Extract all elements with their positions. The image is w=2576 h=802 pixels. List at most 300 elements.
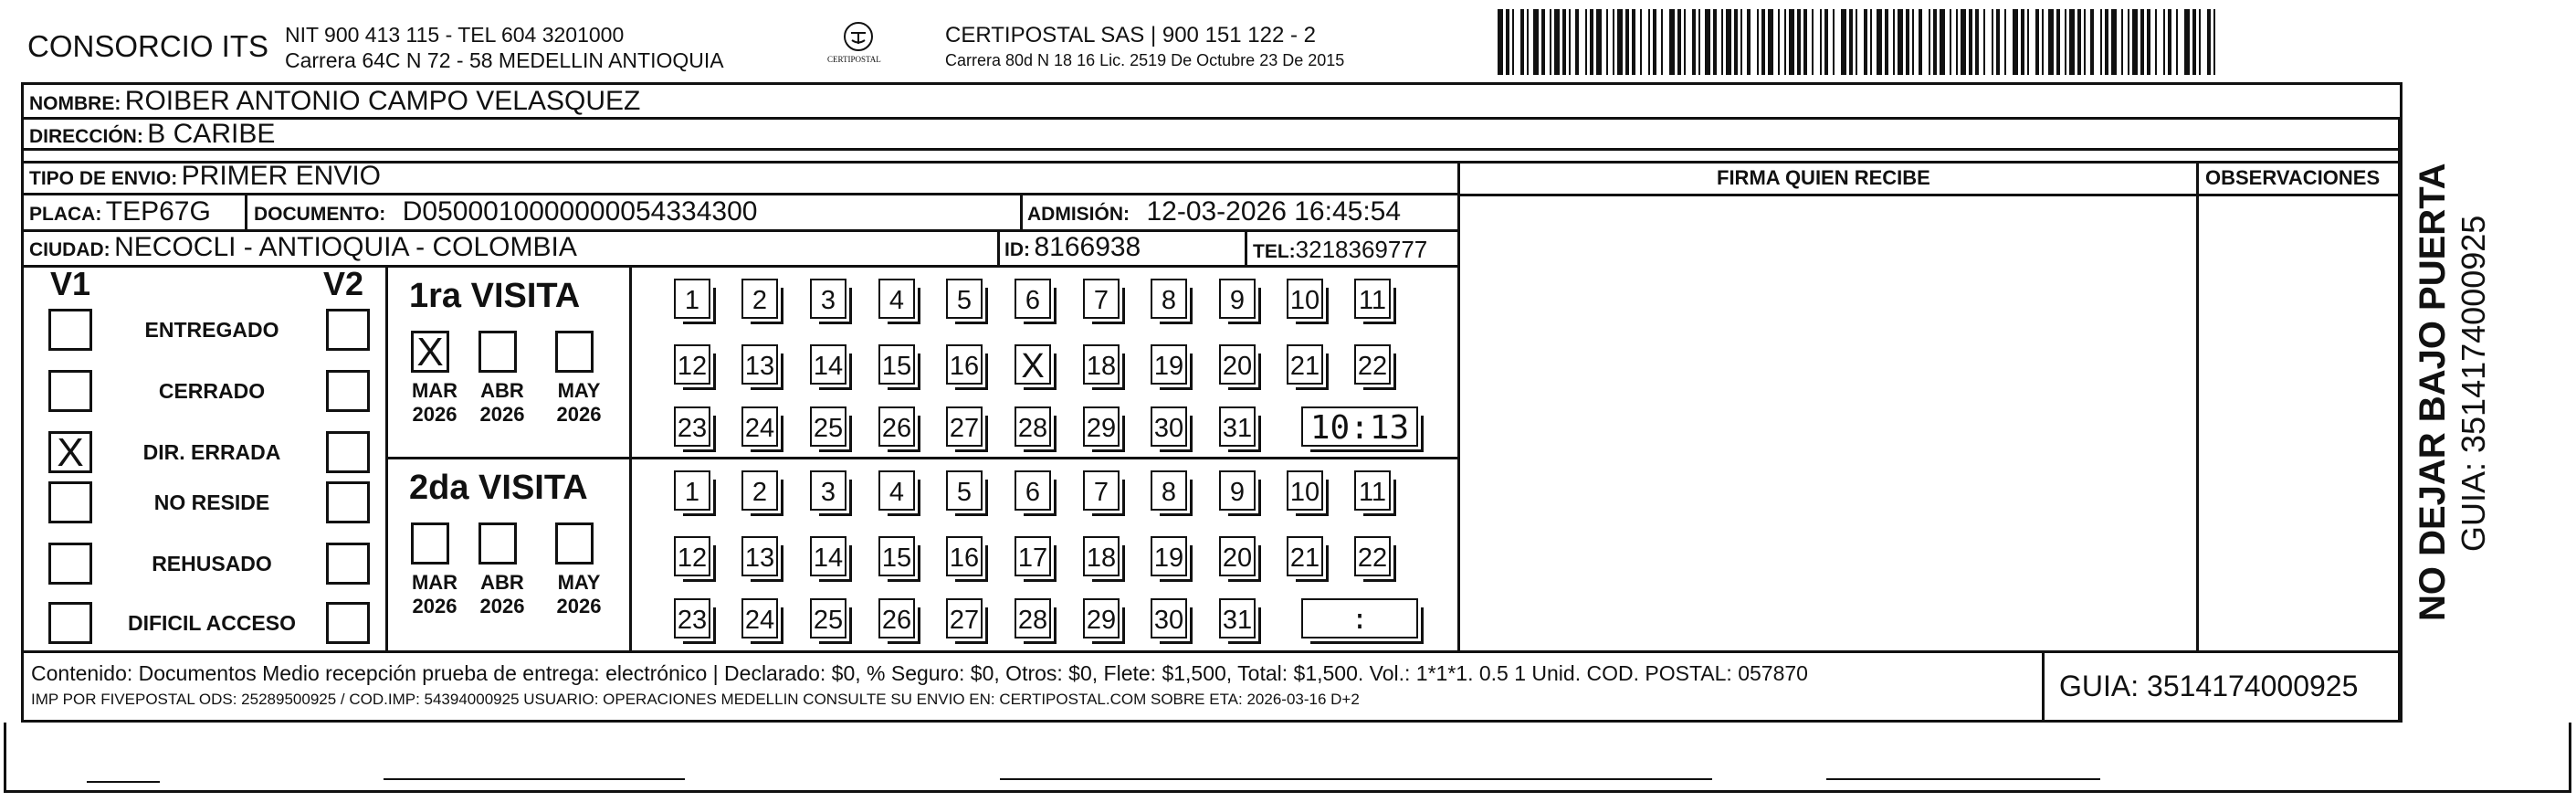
barcode-bar [2163, 9, 2165, 75]
v1-checkbox-mark: X [57, 430, 84, 475]
barcode-bar [1969, 9, 1972, 75]
month-year-label: 2026 [479, 403, 525, 426]
documento-label: DOCUMENTO: [254, 204, 386, 225]
barcode-bar [1870, 9, 1872, 75]
day-number: 22 [1357, 543, 1388, 573]
day-number: 26 [881, 606, 912, 635]
barcode-bar [1606, 9, 1608, 75]
barcode-bar [1768, 9, 1773, 75]
footer-guia: GUIA: 3514174000925 [2059, 670, 2359, 702]
day-number: 11 [1358, 286, 1387, 315]
day-box[interactable] [878, 470, 915, 511]
barcode-bar [1541, 9, 1545, 75]
barcode-bar [1864, 9, 1867, 75]
day-box[interactable] [1354, 470, 1391, 511]
certipostal-logo [822, 20, 895, 75]
barcode-bar [2077, 9, 2081, 75]
day-number: 2 [752, 286, 768, 315]
day-number: 8 [1161, 478, 1177, 507]
day-number: 14 [813, 543, 844, 573]
barcode-bar [2100, 9, 2102, 75]
direccion-value: B CARIBE [147, 119, 276, 149]
scan-dash [87, 781, 160, 783]
day-number: 5 [956, 286, 973, 315]
barcode-bar [1956, 9, 1958, 75]
day-box[interactable] [1219, 536, 1256, 576]
barcode-bar [1590, 9, 1593, 75]
month-label: MAR [411, 379, 458, 402]
day-box[interactable] [1219, 470, 1256, 511]
barcode-bar [1975, 9, 1979, 75]
barcode-bar [2084, 9, 2086, 75]
id-value: 8166938 [1034, 232, 1141, 262]
day-number: 1 [684, 286, 700, 315]
day-number: 4 [888, 478, 905, 507]
day-box[interactable] [1083, 536, 1120, 576]
nombre-value: ROIBER ANTONIO CAMPO VELASQUEZ [124, 86, 641, 116]
barcode-bar [1498, 9, 1503, 75]
barcode-bar [1705, 9, 1710, 75]
barcode-bar [1613, 9, 1614, 75]
day-number: 28 [1017, 414, 1048, 443]
day-box[interactable] [878, 406, 915, 447]
barcode-bar [1797, 9, 1801, 75]
month-checkbox[interactable] [411, 522, 449, 565]
day-box[interactable] [674, 598, 710, 638]
carrier-name: CERTIPOSTAL SAS | 900 151 122 - 2 [945, 23, 1316, 47]
v1-checkbox[interactable] [48, 431, 92, 473]
day-number: 13 [744, 352, 775, 381]
month-checkbox[interactable] [555, 522, 594, 565]
direccion-row [29, 119, 275, 150]
status-label: REHUSADO [152, 552, 272, 575]
month-label: MAY [557, 379, 601, 402]
barcode-bar [1893, 9, 1895, 75]
barcode-bar [1713, 9, 1717, 75]
day-box[interactable] [741, 536, 778, 576]
month-label: MAR [411, 571, 458, 594]
barcode-bar [1520, 9, 1524, 75]
barcode-bar [1961, 9, 1966, 75]
month-year-label: 2026 [412, 595, 457, 617]
day-number: 10 [1289, 286, 1320, 315]
tel-value: 3218369777 [1295, 236, 1428, 263]
day-box[interactable] [1151, 598, 1187, 638]
first-visit-title: 1ra VISITA [409, 277, 581, 315]
day-number: 22 [1357, 352, 1388, 381]
barcode-bar [2199, 9, 2201, 75]
barcode-bar [1950, 9, 1951, 75]
day-box[interactable] [1015, 344, 1051, 385]
time-box[interactable] [1301, 598, 1418, 638]
barcode-bar [1940, 9, 1945, 75]
day-number: 10 [1289, 478, 1320, 507]
company-name: CONSORCIO ITS [27, 29, 269, 63]
tel-label: TEL: [1253, 241, 1296, 262]
day-number: 16 [949, 352, 980, 381]
day-number: 6 [1025, 286, 1041, 315]
status-label: CERRADO [158, 379, 266, 403]
day-number: 5 [956, 478, 973, 507]
day-number: 30 [1153, 414, 1184, 443]
day-number: 21 [1289, 352, 1320, 381]
barcode-bar [1554, 9, 1560, 75]
barcode-bar [2035, 9, 2039, 75]
day-box[interactable] [674, 279, 710, 319]
day-number: 24 [744, 414, 775, 443]
nombre-label: NOMBRE: [29, 93, 121, 114]
footer-line-2: IMP POR FIVEPOSTAL ODS: 25289500925 / COD.IMP: 54394000925 USUARIO: OPERACIONES MEDELLIN CONSULTE SU ENVIO EN: CERTIPOSTAL.COM SOBRE ETA: 2026-03-16 D+2 [31, 691, 1360, 708]
barcode-bar [1527, 9, 1529, 75]
day-box[interactable] [946, 344, 983, 385]
barcode-bar [1761, 9, 1765, 75]
barcode-bar [1824, 9, 1828, 75]
day-box[interactable] [1151, 406, 1187, 447]
day-box[interactable] [1219, 279, 1256, 319]
v1-checkbox[interactable] [48, 309, 92, 351]
day-box[interactable] [1287, 279, 1323, 319]
day-box[interactable] [1015, 279, 1051, 319]
day-number: 27 [949, 414, 980, 443]
barcode-bar [1885, 9, 1888, 75]
ciudad-label: CIUDAD: [29, 239, 110, 260]
day-number: 20 [1222, 543, 1253, 573]
barcode-bar [1906, 9, 1909, 75]
day-box[interactable] [1083, 279, 1120, 319]
certipostal-logo-text: CERTIPOSTAL [827, 55, 881, 64]
barcode-bar [1784, 9, 1786, 75]
barcode-bar [1996, 9, 2000, 75]
day-number: 12 [677, 352, 708, 381]
v1-checkbox[interactable] [48, 481, 92, 523]
day-number: 3 [820, 286, 836, 315]
day-number: 7 [1093, 478, 1109, 507]
barcode-bar [2213, 9, 2215, 75]
direccion-label: DIRECCIÓN: [29, 126, 143, 147]
v2-checkbox[interactable] [326, 309, 370, 351]
month-year-label: 2026 [479, 595, 525, 617]
day-number: 21 [1289, 543, 1320, 573]
barcode-bar [1734, 9, 1738, 75]
barcode-bar [2207, 9, 2211, 75]
day-number: 2 [752, 478, 768, 507]
day-number: 6 [1025, 478, 1041, 507]
month-label: MAY [557, 571, 601, 594]
day-number: 18 [1086, 543, 1117, 573]
barcode-bar [2013, 9, 2018, 75]
status-label: NO RESIDE [153, 491, 270, 514]
day-box[interactable] [1015, 598, 1051, 638]
barcode-bar [2168, 9, 2171, 75]
barcode-bar [2140, 9, 2144, 75]
placa-row [29, 196, 211, 227]
tipo-value: PRIMER ENVIO [181, 161, 382, 191]
day-box[interactable] [1151, 536, 1187, 576]
barcode-bar [1684, 9, 1686, 75]
barcode-bar [1575, 9, 1579, 75]
day-number: 29 [1086, 606, 1117, 635]
id-row [1004, 232, 1141, 263]
day-number: 15 [881, 543, 912, 573]
day-box[interactable] [878, 598, 915, 638]
barcode-bar [1757, 9, 1759, 75]
barcode-bar [1992, 9, 1993, 75]
day-box[interactable] [1354, 279, 1391, 319]
barcode-bar [1721, 9, 1723, 75]
day-number: 27 [949, 606, 980, 635]
day-box[interactable] [810, 470, 846, 511]
barcode-bar [1669, 9, 1675, 75]
status-label: ENTREGADO [144, 318, 279, 342]
barcode-bar [1789, 9, 1794, 75]
admision-value: 12-03-2026 16:45:54 [1146, 196, 1402, 227]
barcode-bar [1632, 9, 1635, 75]
barcode-bar [2021, 9, 2024, 75]
day-number: 25 [813, 414, 844, 443]
day-box[interactable] [1219, 598, 1256, 638]
barcode-bar [1747, 9, 1751, 75]
day-box[interactable] [1083, 344, 1120, 385]
day-box[interactable] [674, 470, 710, 511]
barcode-bar [1841, 9, 1846, 75]
barcode-bar [1506, 9, 1509, 75]
v2-checkbox[interactable] [326, 481, 370, 523]
barcode-bar [2027, 9, 2029, 75]
day-box[interactable] [741, 344, 778, 385]
day-box[interactable] [674, 536, 710, 576]
barcode-bar [2111, 9, 2117, 75]
tipo-row [29, 161, 381, 192]
day-number: 11 [1358, 478, 1387, 507]
day-number: 28 [1017, 606, 1048, 635]
day-number: 14 [813, 352, 844, 381]
time-value: : [1351, 604, 1369, 636]
barcode-bar [1983, 9, 1985, 75]
day-box[interactable] [810, 406, 846, 447]
company-address: Carrera 64C N 72 - 58 MEDELLIN ANTIOQUIA [285, 48, 724, 72]
barcode-bar [2069, 9, 2075, 75]
barcode-bar [1820, 9, 1822, 75]
day-number: 9 [1229, 286, 1246, 315]
day-number: 29 [1086, 414, 1117, 443]
observaciones-header: OBSERVACIONES [2205, 166, 2381, 189]
day-number: 15 [881, 352, 912, 381]
side-warning: NO DEJAR BAJO PUERTA [2413, 163, 2453, 621]
scan-dash [384, 778, 685, 780]
barcode-bar [1692, 9, 1696, 75]
day-box[interactable] [741, 279, 778, 319]
day-box[interactable] [1015, 406, 1051, 447]
v1-checkbox[interactable] [48, 602, 92, 644]
v1-checkbox[interactable] [48, 543, 92, 585]
barcode-bar [1877, 9, 1882, 75]
day-box[interactable] [810, 279, 846, 319]
day-box[interactable] [1151, 344, 1187, 385]
day-box[interactable] [946, 279, 983, 319]
day-box[interactable] [810, 536, 846, 576]
barcode-bar [1740, 9, 1742, 75]
documento-value: D0500010000000054334300 [402, 196, 758, 227]
time-box[interactable] [1301, 406, 1418, 447]
status-label: DIR. ERRADA [142, 440, 281, 464]
barcode-bar [2132, 9, 2138, 75]
day-number: 19 [1153, 352, 1184, 381]
day-number: 31 [1222, 414, 1253, 443]
barcode-bar [1533, 9, 1539, 75]
day-box[interactable] [810, 344, 846, 385]
barcode-bar [1617, 9, 1623, 75]
day-box[interactable] [1219, 406, 1256, 447]
barcode-bar [2155, 9, 2157, 75]
barcode-bar [2105, 9, 2108, 75]
day-number: 9 [1229, 478, 1246, 507]
day-box[interactable] [674, 344, 710, 385]
barcode-bar [1726, 9, 1731, 75]
month-year-label: 2026 [412, 403, 457, 426]
ciudad-value: NECOCLI - ANTIOQUIA - COLOMBIA [114, 232, 577, 262]
barcode-bar [2192, 9, 2196, 75]
day-number: 19 [1153, 543, 1184, 573]
status-label: DIFICIL ACCESO [127, 611, 296, 635]
day-box[interactable] [946, 406, 983, 447]
scan-dash [1000, 778, 1712, 780]
id-label: ID: [1004, 239, 1030, 260]
barcode-bar [1898, 9, 1903, 75]
month-year-label: 2026 [556, 595, 602, 617]
barcode-bar [1653, 9, 1656, 75]
day-box[interactable] [1151, 470, 1187, 511]
day-number: 24 [744, 606, 775, 635]
barcode-bar [1640, 9, 1642, 75]
page-frame [4, 723, 2571, 793]
day-number: 12 [677, 543, 708, 573]
day-box[interactable] [1083, 470, 1120, 511]
day-box[interactable] [1287, 536, 1323, 576]
day-number: 3 [820, 478, 836, 507]
day-box[interactable] [741, 598, 778, 638]
barcode-bar [1698, 9, 1700, 75]
barcode-bar [1596, 9, 1602, 75]
barcode-bar [2090, 9, 2094, 75]
day-number: 26 [881, 414, 912, 443]
barcode-bar [1812, 9, 1814, 75]
day-box[interactable] [946, 470, 983, 511]
ciudad-row [29, 232, 577, 263]
documento-row [254, 196, 757, 227]
barcode-bar [1933, 9, 1937, 75]
day-box[interactable] [1015, 470, 1051, 511]
placa-label: PLACA: [29, 204, 102, 225]
v1-checkbox[interactable] [48, 370, 92, 412]
time-value: 10:13 [1309, 409, 1410, 447]
day-box[interactable] [810, 598, 846, 638]
barcode-bar [1550, 9, 1551, 75]
month-checkbox[interactable] [411, 331, 449, 373]
barcode-bar [1585, 9, 1587, 75]
day-number: 31 [1222, 606, 1253, 635]
day-box[interactable] [1354, 536, 1391, 576]
barcode-bar [1648, 9, 1650, 75]
barcode-bar [1912, 9, 1914, 75]
barcode-bar [2184, 9, 2190, 75]
placa-value: TEP67G [105, 196, 211, 227]
day-number: 8 [1161, 286, 1177, 315]
day-box[interactable] [878, 279, 915, 319]
v2-label: V2 [323, 265, 364, 302]
barcode-bar [1929, 9, 1930, 75]
month-label: ABR [480, 571, 524, 594]
day-box[interactable] [946, 598, 983, 638]
day-number: 4 [888, 286, 905, 315]
month-checkbox[interactable] [478, 522, 517, 565]
carrier-address: Carrera 80d N 18 16 Lic. 2519 De Octubre 23 De 2015 [945, 51, 1345, 69]
day-number: 30 [1153, 606, 1184, 635]
barcode-bar [1778, 9, 1780, 75]
barcode-bar [2121, 9, 2123, 75]
tipo-label: TIPO DE ENVIO: [29, 168, 178, 189]
barcode-bar [2065, 9, 2066, 75]
month-checkbox-mark: X [416, 330, 444, 375]
scan-dash [1826, 778, 2100, 780]
v2-checkbox[interactable] [326, 370, 370, 412]
day-number: 18 [1086, 352, 1117, 381]
barcode-bar [2042, 9, 2044, 75]
month-checkbox[interactable] [555, 331, 594, 373]
day-box[interactable] [878, 344, 915, 385]
day-number: 23 [677, 606, 708, 635]
day-box[interactable] [1219, 344, 1256, 385]
day-number: 20 [1222, 352, 1253, 381]
day-box[interactable] [1083, 406, 1120, 447]
barcode-bar [1803, 9, 1807, 75]
day-number: 16 [949, 543, 980, 573]
day-box[interactable] [1015, 536, 1051, 576]
day-number: 17 [1017, 543, 1048, 573]
day-box[interactable] [878, 536, 915, 576]
barcode-bar [1856, 9, 1857, 75]
day-box[interactable] [741, 470, 778, 511]
day-box[interactable] [1151, 279, 1187, 319]
day-box[interactable] [1287, 470, 1323, 511]
v1-label: V1 [50, 265, 91, 302]
day-number: 13 [744, 543, 775, 573]
barcode-bar [2176, 9, 2178, 75]
day-box[interactable] [674, 406, 710, 447]
barcode-bar [1849, 9, 1853, 75]
certipostal-logo-icon [822, 20, 895, 75]
day-box[interactable] [741, 406, 778, 447]
barcode-bar [2048, 9, 2054, 75]
day-box[interactable] [1354, 344, 1391, 385]
barcode-bar [1677, 9, 1681, 75]
barcode-bar [1569, 9, 1571, 75]
footer-line-1: Contenido: Documentos Medio recepción prueba de entrega: electrónico | Declarado: $0, % Seguro: $0, Otros: $0, Flete: $1,500, Total: $1,500. Vol.: 1*1*1. 0.5 1 Unid. COD. POSTAL: 057870 [31, 661, 1808, 685]
firma-header: FIRMA QUIEN RECIBE [1717, 166, 1930, 189]
v2-checkbox[interactable] [326, 431, 370, 473]
day-box[interactable] [1287, 344, 1323, 385]
day-number: X [1021, 347, 1045, 385]
nombre-row [29, 86, 640, 117]
v2-checkbox[interactable] [326, 602, 370, 644]
month-checkbox[interactable] [478, 331, 517, 373]
barcode-bar [1625, 9, 1629, 75]
barcode-bar [1562, 9, 1566, 75]
day-box[interactable] [1083, 598, 1120, 638]
barcode-bar [1833, 9, 1835, 75]
v2-checkbox[interactable] [326, 543, 370, 585]
day-box[interactable] [946, 536, 983, 576]
side-guia: GUIA: 3514174000925 [2455, 215, 2492, 552]
